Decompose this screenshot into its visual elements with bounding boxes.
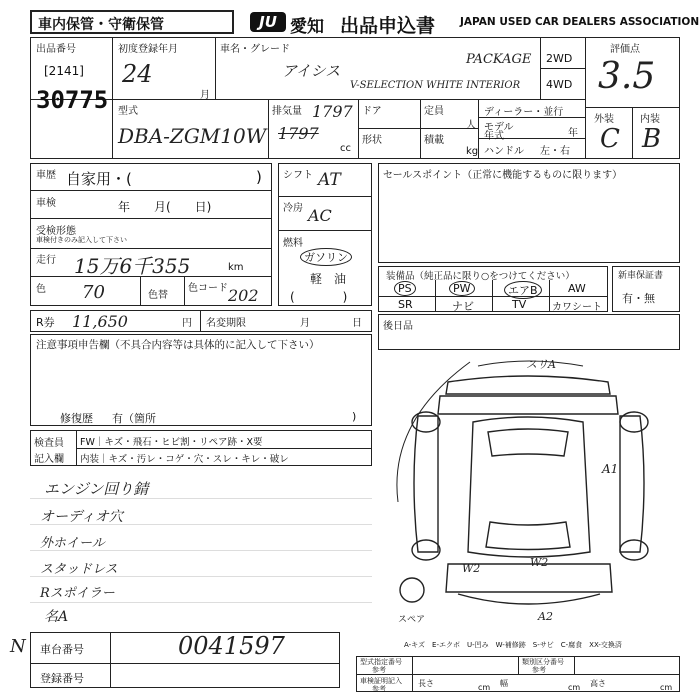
storage-badge-text: 車内保管・守衛保管 xyxy=(38,17,164,33)
repair-close: ) xyxy=(352,410,357,423)
chassis-label: 車台番号 xyxy=(40,643,84,656)
equip-airbag: エアB xyxy=(504,281,542,299)
car-name: アイシス xyxy=(282,62,341,80)
shift-label: シフト xyxy=(283,170,313,181)
after-items-label: 後日品 xyxy=(383,321,413,332)
mileage-unit: km xyxy=(228,262,244,273)
history-label: 車歴 xyxy=(36,170,56,181)
model-year-unit: 年 xyxy=(568,128,578,139)
chassis-value: 0041597 xyxy=(178,632,285,660)
lot-small-number: [2141] xyxy=(44,64,84,78)
inspection-type-sub: 車検付きのみ記入して下さい xyxy=(36,236,127,244)
damage-legend: A-キズ E-エクボ U-凹み W-補修跡 S-サビ C-腐食 XX-交換済 xyxy=(404,641,622,649)
handle-value: 左・右 xyxy=(540,146,570,157)
inspector-row-1: FW｜キズ・飛石・ヒビ割・リペア跡・X要 xyxy=(80,437,263,448)
drive-4wd: 4WD xyxy=(546,78,573,91)
displacement-struck: 1797 xyxy=(278,124,319,143)
interior-grade: B xyxy=(642,124,662,154)
displacement-value: 1797 xyxy=(312,102,353,121)
ac-label: 冷房 xyxy=(283,203,303,214)
spare-label: スペア xyxy=(398,615,426,625)
equip-tv: TV xyxy=(512,298,527,311)
reg-number-label: 登録番号 xyxy=(40,672,84,685)
reg-year: 24 xyxy=(122,60,153,88)
dim-height-label: 高さ xyxy=(590,679,606,688)
lot-label: 出品番号 xyxy=(36,44,76,55)
handnote-5: Rスポイラー xyxy=(40,586,115,601)
damage-mark-5: A2 xyxy=(538,610,553,623)
equip-sr: SR xyxy=(398,298,413,311)
dim-width-unit: cm xyxy=(568,683,581,692)
dim-height-unit: cm xyxy=(660,683,673,692)
capacity-unit: 人 xyxy=(466,120,476,131)
type-value: DBA-ZGM10W xyxy=(118,124,267,148)
ju-logo-text: JU xyxy=(259,13,277,31)
shift-value: AT xyxy=(318,170,341,190)
damage-mark-1: スリA xyxy=(526,358,556,371)
shaken-label: 車検 xyxy=(36,198,56,209)
equipment-label: 装備品（純正品に限り○をつけてください） xyxy=(386,271,575,282)
score-value: 3.5 xyxy=(598,56,656,97)
dim-length-label: 長さ xyxy=(418,679,434,688)
exterior-label: 外装 xyxy=(594,114,614,125)
door-label: ドア xyxy=(362,106,382,117)
fuel-label: 燃料 xyxy=(283,238,303,249)
mileage-label: 走行 xyxy=(36,255,56,266)
name-change-month: 月 xyxy=(300,318,310,329)
certificate-label: 車検証明記入 xyxy=(360,677,402,685)
model-label: モデル xyxy=(484,122,514,133)
model-designation-label: 型式指定番号 xyxy=(360,658,402,666)
reg-date-label: 初度登録年月 xyxy=(118,44,178,55)
recycle-label: R券 xyxy=(36,316,55,329)
repair-label: 修復歴 xyxy=(60,412,93,425)
handnote-4: スタッドレス xyxy=(40,562,118,577)
interior-label: 内装 xyxy=(640,114,660,125)
handnote-6: 名A xyxy=(44,609,69,625)
capacity-label: 定員 xyxy=(424,106,444,117)
exterior-grade: C xyxy=(600,124,620,154)
damage-mark-3: W2 xyxy=(462,562,481,575)
name-change-day: 日 xyxy=(352,318,362,329)
equip-navi: ナビ xyxy=(452,300,474,313)
equip-pw: PW xyxy=(449,281,475,296)
equip-leather-seat: カワシート xyxy=(552,302,602,313)
handle-label: ハンドル xyxy=(484,146,524,157)
notes-label: 注意事項申告欄（不具合内容等は具体的に記入して下さい） xyxy=(36,339,320,351)
score-label: 評価点 xyxy=(610,44,640,55)
recycle-unit: 円 xyxy=(182,318,192,329)
category-number-label: 類別区分番号 xyxy=(522,658,564,666)
equip-aw: AW xyxy=(568,282,586,295)
type-label: 型式 xyxy=(118,106,138,117)
fuel-value: ガソリン xyxy=(300,248,352,266)
inspector-row-2: 内装｜キズ・汚レ・コゲ・穴・スレ・キレ・破レ xyxy=(80,454,289,465)
sales-point-label: セールスポイント（正常に機能するものに限ります） xyxy=(383,170,623,181)
drive-2wd: 2WD xyxy=(546,52,573,65)
dim-width-label: 幅 xyxy=(500,679,508,688)
color-code-value: 202 xyxy=(228,286,259,305)
model-year-label: 年式 xyxy=(484,131,504,142)
grade-line2: V-SELECTION WHITE INTERIOR xyxy=(350,80,521,91)
history-close: ) xyxy=(256,168,262,186)
repair-value: 有（箇所 xyxy=(112,412,156,425)
dealer-label: ディーラー・並行 xyxy=(484,107,564,118)
displacement-label: 排気量 xyxy=(272,106,302,117)
reg-month-unit: 月 xyxy=(200,90,210,101)
after-items-box xyxy=(378,314,680,350)
certificate-ref: 参考 xyxy=(372,685,386,693)
grade-line1: PACKAGE xyxy=(466,52,532,67)
shape-label: 形状 xyxy=(362,135,382,146)
handnote-3: 外ホイール xyxy=(40,536,105,551)
car-damage-diagram xyxy=(378,352,680,632)
load-label: 積載 xyxy=(424,135,444,146)
warranty-values: 有・無 xyxy=(622,292,655,305)
fuel-paren: ( ) xyxy=(290,290,348,304)
displacement-unit: cc xyxy=(340,143,351,154)
inspector-label-2: 記入欄 xyxy=(34,454,64,465)
recycle-value: 11,650 xyxy=(72,312,128,331)
color-label: 色 xyxy=(36,284,46,295)
damage-mark-2: A1 xyxy=(602,462,619,476)
form-title: 出品申込書 xyxy=(340,15,436,37)
association-name: JAPAN USED CAR DEALERS ASSOCIATION xyxy=(460,16,700,28)
handnote-2: オーディオ穴 xyxy=(40,509,123,525)
handnote-1: エンジン回り錆 xyxy=(44,480,149,498)
car-name-label: 車名・グレード xyxy=(220,44,290,55)
dim-length-unit: cm xyxy=(478,683,491,692)
warranty-label: 新車保証書 xyxy=(618,271,664,281)
lot-number: 30775 xyxy=(36,86,109,114)
inspection-type-label: 受検形態 xyxy=(36,226,76,237)
ac-value: AC xyxy=(308,206,332,225)
damage-mark-4: W2 xyxy=(530,556,549,569)
storage-badge xyxy=(30,10,234,34)
equip-ps: PS xyxy=(394,281,416,296)
side-letter: N xyxy=(10,636,26,657)
color-value: 70 xyxy=(82,282,105,303)
mileage-value: 15万6千355 xyxy=(74,254,191,278)
color-change-label: 色替 xyxy=(148,290,168,301)
category-number-ref: 参考 xyxy=(532,666,546,674)
model-designation-ref: 参考 xyxy=(372,666,386,674)
ju-logo xyxy=(250,12,286,32)
fuel-diesel: 軽 油 xyxy=(310,272,347,286)
history-value: 自家用・( xyxy=(66,170,132,188)
load-unit: kg xyxy=(466,146,479,157)
name-change-label: 名変期限 xyxy=(206,318,246,329)
shaken-value: 年 月( 日) xyxy=(118,200,212,214)
inspector-label-1: 検査員 xyxy=(34,438,64,449)
color-code-label: 色コード xyxy=(188,283,228,294)
region-name: 愛知 xyxy=(290,17,324,37)
